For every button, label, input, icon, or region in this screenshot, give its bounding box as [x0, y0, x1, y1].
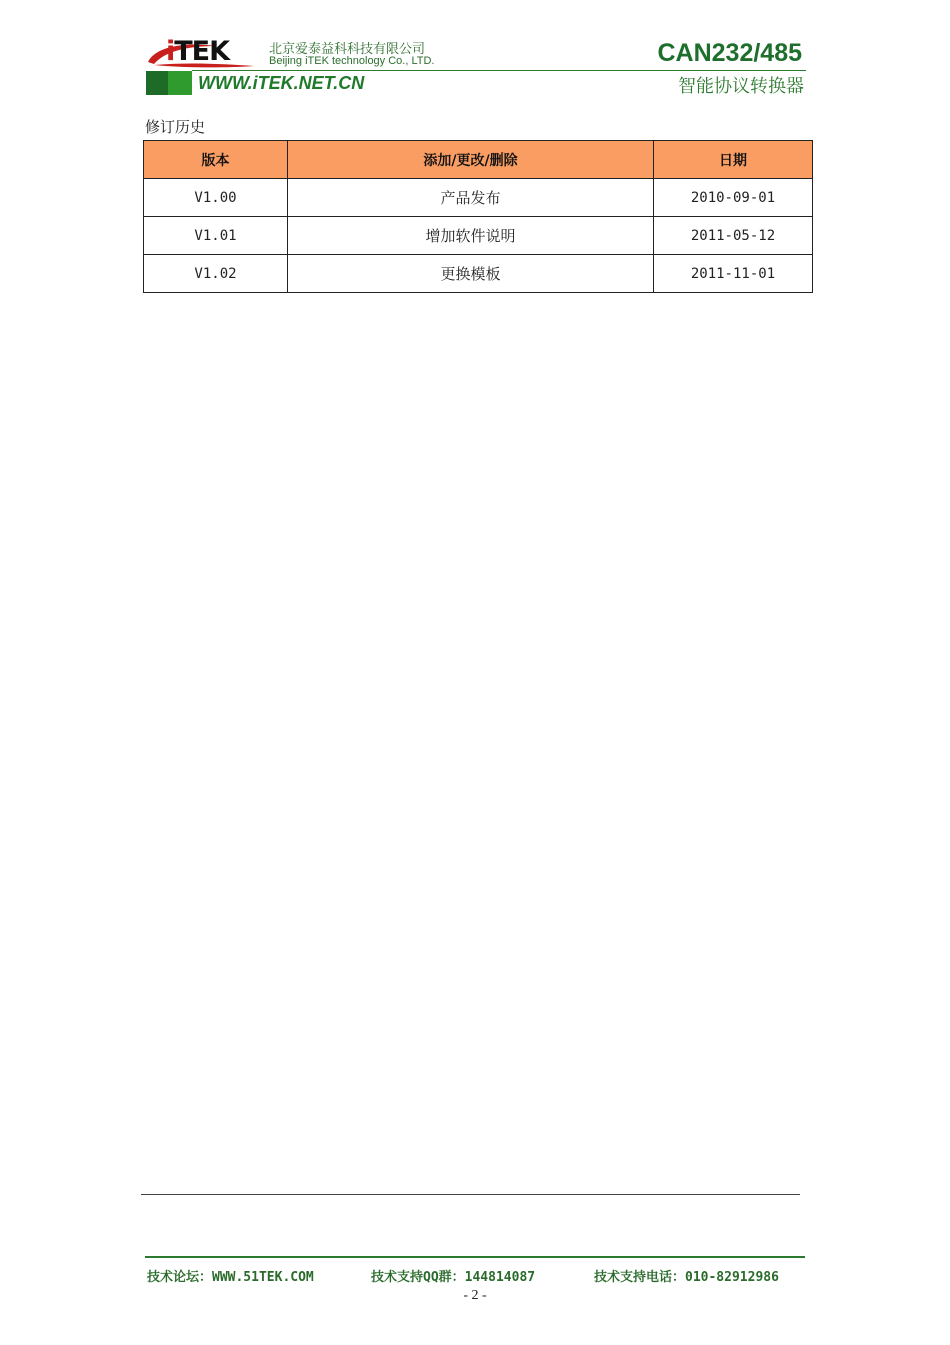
date-cell: 2010-09-01	[654, 179, 813, 217]
company-logo	[166, 36, 229, 67]
version-cell: V1.02	[144, 255, 288, 293]
revision-history-table	[143, 140, 813, 293]
revision-history-title: 修订历史	[145, 118, 206, 136]
footer-qq-group: 技术支持QQ群：144814087	[371, 1270, 536, 1285]
footer-divider-upper	[141, 1194, 800, 1195]
column-header-change: 添加/更改/删除	[288, 141, 654, 179]
logo-suffix: TEK	[174, 36, 230, 67]
product-code: CAN232/485	[657, 39, 802, 67]
footer-divider-green	[145, 1256, 805, 1258]
header-green-block-dark	[146, 71, 168, 95]
date-cell: 2011-11-01	[654, 255, 813, 293]
version-cell: V1.01	[144, 217, 288, 255]
footer-forum: 技术论坛：WWW.51TEK.COM	[147, 1270, 314, 1285]
logo-prefix: i	[166, 36, 175, 67]
change-cell: 增加软件说明	[288, 217, 654, 255]
website-url: WWW.iTEK.NET.CN	[198, 73, 365, 93]
header-green-block-light	[168, 71, 192, 95]
date-cell: 2011-05-12	[654, 217, 813, 255]
change-cell: 产品发布	[288, 179, 654, 217]
company-name-cn: 北京爱泰益科科技有限公司	[269, 42, 426, 57]
footer-phone: 技术支持电话：010-82912986	[594, 1270, 779, 1285]
column-header-version: 版本	[144, 141, 288, 179]
table-row	[144, 255, 813, 293]
table-header-row	[144, 141, 813, 179]
version-cell: V1.00	[144, 179, 288, 217]
change-cell: 更换模板	[288, 255, 654, 293]
product-name: 智能协议转换器	[678, 76, 804, 97]
table-row	[144, 217, 813, 255]
header-divider	[192, 70, 806, 71]
table-row	[144, 179, 813, 217]
column-header-date: 日期	[654, 141, 813, 179]
company-name-en: Beijing iTEK technology Co., LTD.	[269, 55, 435, 67]
page-number: - 2 -	[463, 1288, 487, 1303]
